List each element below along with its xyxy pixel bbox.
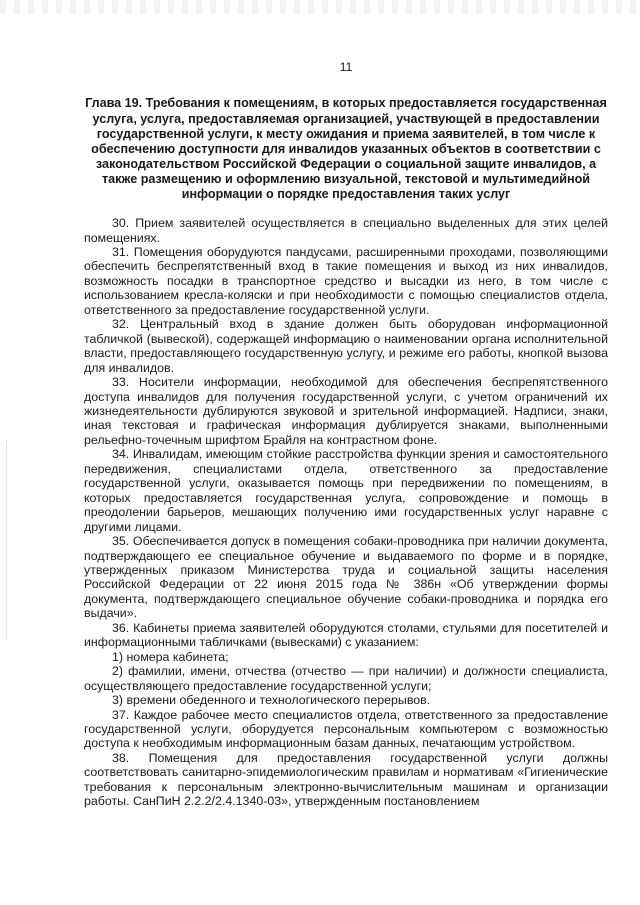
paragraph-34: 34. Инвалидам, имеющим стойкие расстройства функции зрения и самостоятельного передвижения, специалистами отдела, ответственного за предоставление государственной услуги, оказывается помощь при передвижении по помещениям, в которых предоставляется государственная услуга, сопровождение и помощь в преодолении барьеров, мешающих получению ими государственных услуг наравне с другими лицами. <box>84 447 608 534</box>
paragraph-36: 36. Кабинеты приема заявителей оборудуются столами, стульями для посетителей и информационными табличками (вывесками) с указанием: <box>84 620 608 650</box>
paragraph-31: 31. Помещения оборудуются пандусами, расширенными проходами, позволяющими обеспечить беспрепятственный вход в такие помещения и выход из них инвалидов, возможность посадки в транспортное средство и высадки из него, в том числе с использованием кресла-коляски и при необходимости с помощью специалистов отдела, ответственного за предоставление государственной услуги. <box>84 245 608 317</box>
paragraph-30: 30. Прием заявителей осуществляется в специально выделенных для этих целей помещениях. <box>84 216 608 245</box>
paragraph-33: 33. Носители информации, необходимой для обеспечения беспрепятственного доступа инвалидов для получения государственной услуги, с учетом ограничений их жизнедеятельности дублируются звуковой и зрительной информацией. Надписи, знаки, иная текстовая и графическая информация дублируется знаками, выполненными рельефно-точечным шрифтом Брайля на контрастном фоне. <box>84 375 608 447</box>
scan-artifact-top <box>0 0 640 14</box>
list-item-3: 3) времени обеденного и технологического перерывов. <box>112 693 431 708</box>
page-number: 11 <box>339 60 353 74</box>
list-item-1: 1) номера кабинета; <box>112 649 229 664</box>
paragraph-38: 38. Помещения для предоставления государственной услуги должны соответствовать санитарно-эпидемиологическим правилам и нормативам «Гигиенические требования к персональным электронно-вычислительным машинам и организации работы. СанПиН 2.2.2/2.4.1340-03», утвержденным постановлением <box>84 750 608 809</box>
paragraph-37: 37. Каждое рабочее место специалистов отдела, ответственного за предоставление государственной услуги, оборудуется персональным компьютером с возможностью доступа к необходимым информационным базам данных, печатающим устройством. <box>84 707 608 751</box>
document-page <box>84 60 608 900</box>
list-item-2: 2) фамилии, имени, отчества (отчество — при наличии) и должности специалиста, осуществляющего предоставление государственной услуги; <box>84 664 608 693</box>
paragraph-35: 35. Обеспечивается допуск в помещения собаки-проводника при наличии документа, подтверждающего ее специальное обучение и выдаваемого по форме и в порядке, утвержденных приказом Министерства труда и социальной защиты населения Российской Федерации от 22 июня 2015 года № 386н «Об утверждении формы документа, подтверждающего специальное обучение собаки-проводника и порядка его выдачи». <box>84 534 608 621</box>
chapter-title: Глава 19. Требования к помещениям, в которых предоставляется государственная услуга, услуга, предоставляемая организацией, участвующей в предоставлении государственной услуги, к месту ожидания и приема заявителей, в том числе к обеспечению доступности для инвалидов указанных объектов в соответствии с законодательством Российской Федерации о социальной защите инвалидов, а также размещению и оформлению визуальной, текстовой и мультимедийной информации о порядке предоставления таких услуг <box>85 96 607 202</box>
paragraph-32: 32. Центральный вход в здание должен быть оборудован информационной табличкой (вывеской), содержащей информацию о наименовании органа исполнительной власти, предоставляющего государственную услугу, и режиме его работы, кнопкой вызова для инвалидов. <box>84 317 608 375</box>
document-body <box>84 216 608 809</box>
scan-artifact-left <box>6 440 11 640</box>
